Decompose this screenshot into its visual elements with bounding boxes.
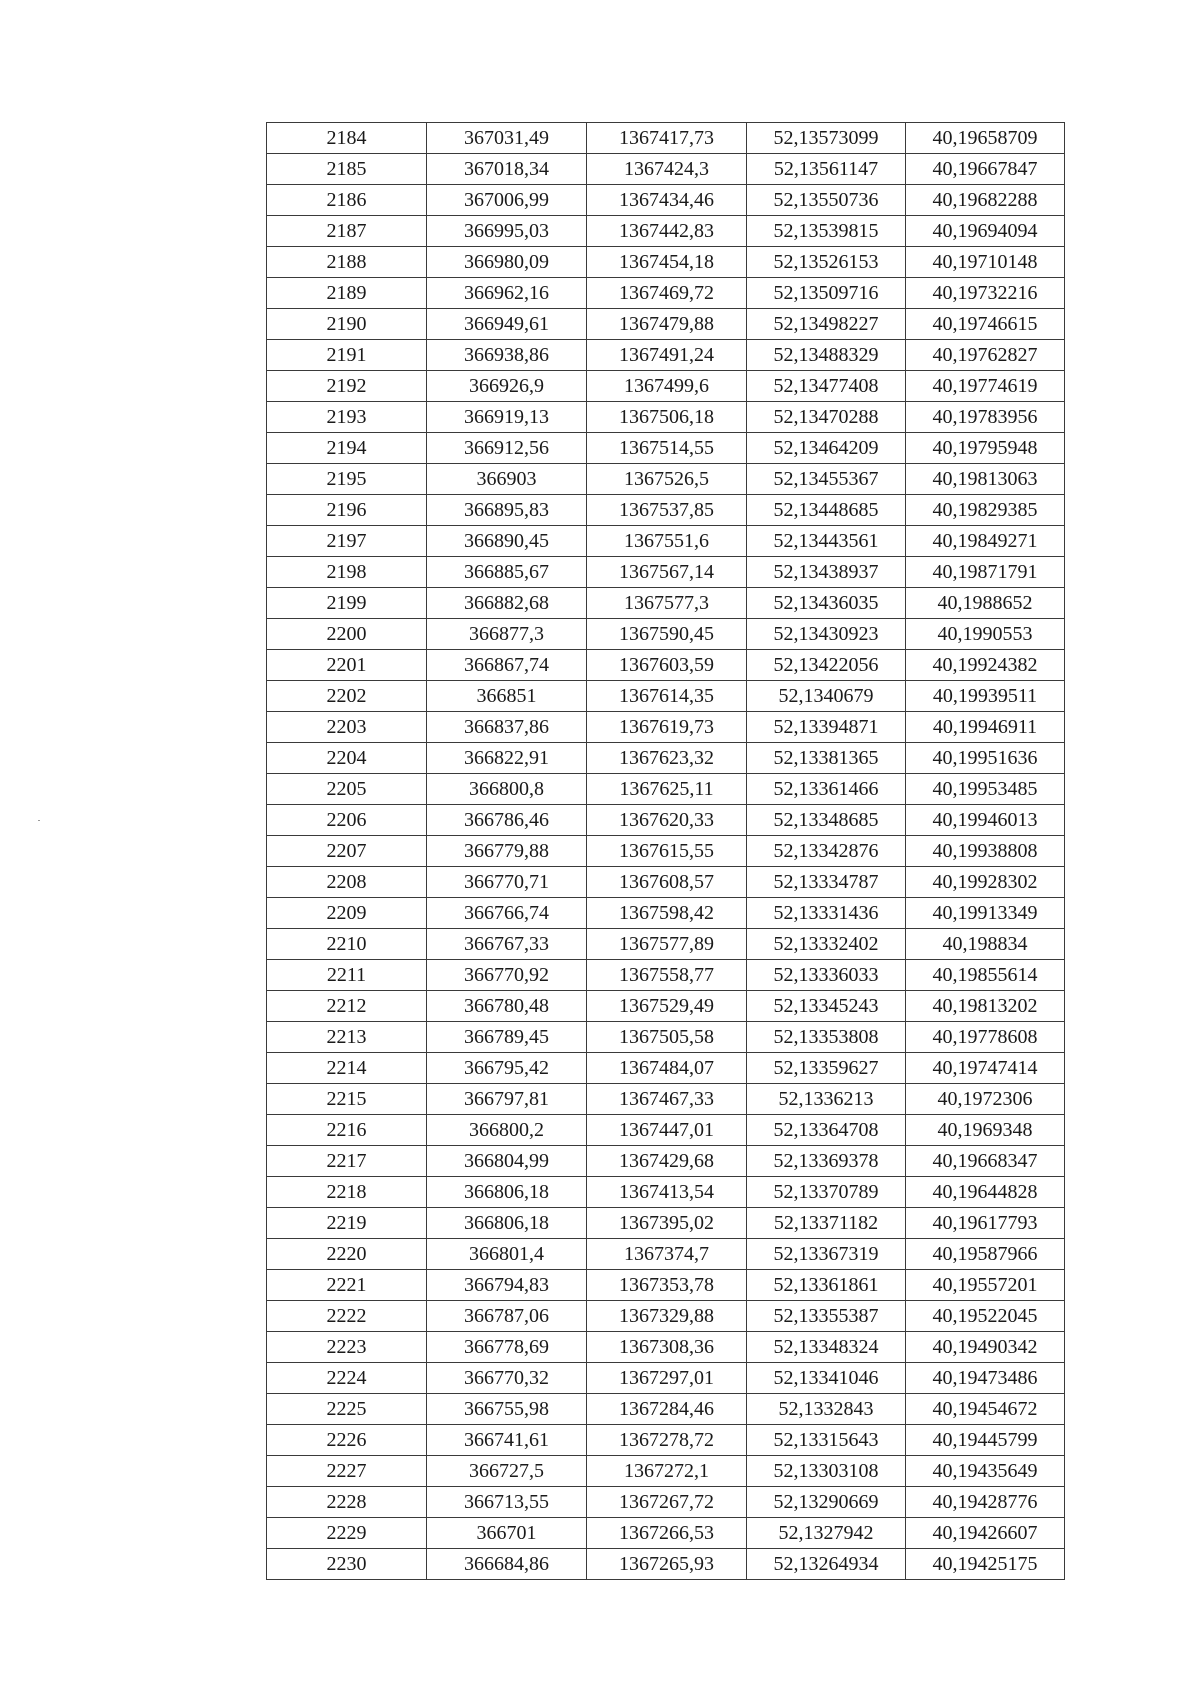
- x-coordinate-cell: 366767,33: [427, 929, 587, 960]
- y-coordinate-cell: 1367551,6: [587, 526, 747, 557]
- y-coordinate-cell: 1367491,24: [587, 340, 747, 371]
- longitude-cell: 40,19924382: [906, 650, 1065, 681]
- x-coordinate-cell: 366770,32: [427, 1363, 587, 1394]
- coordinates-table-body: [267, 123, 1065, 1580]
- point-number-cell: 2228: [267, 1487, 427, 1518]
- latitude-cell: 52,13332402: [747, 929, 906, 960]
- table-row: [267, 619, 1065, 650]
- latitude-cell: 52,13438937: [747, 557, 906, 588]
- point-number-cell: 2199: [267, 588, 427, 619]
- y-coordinate-cell: 1367278,72: [587, 1425, 747, 1456]
- point-number-cell: 2184: [267, 123, 427, 154]
- latitude-cell: 52,13361466: [747, 774, 906, 805]
- longitude-cell: 40,19644828: [906, 1177, 1065, 1208]
- table-row: [267, 278, 1065, 309]
- y-coordinate-cell: 1367614,35: [587, 681, 747, 712]
- longitude-cell: 40,19946911: [906, 712, 1065, 743]
- table-row: [267, 495, 1065, 526]
- latitude-cell: 52,13430923: [747, 619, 906, 650]
- point-number-cell: 2223: [267, 1332, 427, 1363]
- point-number-cell: 2226: [267, 1425, 427, 1456]
- y-coordinate-cell: 1367374,7: [587, 1239, 747, 1270]
- y-coordinate-cell: 1367598,42: [587, 898, 747, 929]
- longitude-cell: 40,19746615: [906, 309, 1065, 340]
- table-row: [267, 1549, 1065, 1580]
- longitude-cell: 40,19871791: [906, 557, 1065, 588]
- table-row: [267, 743, 1065, 774]
- y-coordinate-cell: 1367469,72: [587, 278, 747, 309]
- point-number-cell: 2203: [267, 712, 427, 743]
- latitude-cell: 52,13394871: [747, 712, 906, 743]
- latitude-cell: 52,1340679: [747, 681, 906, 712]
- table-row: [267, 898, 1065, 929]
- longitude-cell: 40,19938808: [906, 836, 1065, 867]
- y-coordinate-cell: 1367506,18: [587, 402, 747, 433]
- table-row: [267, 1208, 1065, 1239]
- table-row: [267, 247, 1065, 278]
- longitude-cell: 40,19946013: [906, 805, 1065, 836]
- x-coordinate-cell: 366727,5: [427, 1456, 587, 1487]
- point-number-cell: 2217: [267, 1146, 427, 1177]
- point-number-cell: 2219: [267, 1208, 427, 1239]
- longitude-cell: 40,1990553: [906, 619, 1065, 650]
- table-row: [267, 526, 1065, 557]
- x-coordinate-cell: 366755,98: [427, 1394, 587, 1425]
- longitude-cell: 40,198834: [906, 929, 1065, 960]
- x-coordinate-cell: 366801,4: [427, 1239, 587, 1270]
- y-coordinate-cell: 1367454,18: [587, 247, 747, 278]
- longitude-cell: 40,19783956: [906, 402, 1065, 433]
- table-row: [267, 1487, 1065, 1518]
- x-coordinate-cell: 366779,88: [427, 836, 587, 867]
- x-coordinate-cell: 366787,06: [427, 1301, 587, 1332]
- longitude-cell: 40,19951636: [906, 743, 1065, 774]
- latitude-cell: 52,13509716: [747, 278, 906, 309]
- x-coordinate-cell: 366770,71: [427, 867, 587, 898]
- latitude-cell: 52,13561147: [747, 154, 906, 185]
- point-number-cell: 2224: [267, 1363, 427, 1394]
- point-number-cell: 2189: [267, 278, 427, 309]
- point-number-cell: 2205: [267, 774, 427, 805]
- table-row: [267, 216, 1065, 247]
- table-row: [267, 712, 1065, 743]
- point-number-cell: 2204: [267, 743, 427, 774]
- point-number-cell: 2195: [267, 464, 427, 495]
- x-coordinate-cell: 366885,67: [427, 557, 587, 588]
- x-coordinate-cell: 366890,45: [427, 526, 587, 557]
- table-row: [267, 867, 1065, 898]
- latitude-cell: 52,13498227: [747, 309, 906, 340]
- longitude-cell: 40,19710148: [906, 247, 1065, 278]
- latitude-cell: 52,13455367: [747, 464, 906, 495]
- latitude-cell: 52,13334787: [747, 867, 906, 898]
- latitude-cell: 52,13539815: [747, 216, 906, 247]
- y-coordinate-cell: 1367514,55: [587, 433, 747, 464]
- point-number-cell: 2213: [267, 1022, 427, 1053]
- point-number-cell: 2218: [267, 1177, 427, 1208]
- y-coordinate-cell: 1367442,83: [587, 216, 747, 247]
- x-coordinate-cell: 366926,9: [427, 371, 587, 402]
- y-coordinate-cell: 1367577,3: [587, 588, 747, 619]
- latitude-cell: 52,1327942: [747, 1518, 906, 1549]
- latitude-cell: 52,13264934: [747, 1549, 906, 1580]
- latitude-cell: 52,13573099: [747, 123, 906, 154]
- x-coordinate-cell: 366822,91: [427, 743, 587, 774]
- longitude-cell: 40,19658709: [906, 123, 1065, 154]
- x-coordinate-cell: 367031,49: [427, 123, 587, 154]
- longitude-cell: 40,19668347: [906, 1146, 1065, 1177]
- latitude-cell: 52,13477408: [747, 371, 906, 402]
- table-row: [267, 1425, 1065, 1456]
- latitude-cell: 52,13341046: [747, 1363, 906, 1394]
- x-coordinate-cell: 366851: [427, 681, 587, 712]
- y-coordinate-cell: 1367484,07: [587, 1053, 747, 1084]
- y-coordinate-cell: 1367537,85: [587, 495, 747, 526]
- longitude-cell: 40,19587966: [906, 1239, 1065, 1270]
- table-row: [267, 464, 1065, 495]
- x-coordinate-cell: 366938,86: [427, 340, 587, 371]
- x-coordinate-cell: 366800,2: [427, 1115, 587, 1146]
- point-number-cell: 2194: [267, 433, 427, 464]
- latitude-cell: 52,13470288: [747, 402, 906, 433]
- y-coordinate-cell: 1367623,32: [587, 743, 747, 774]
- table-row: [267, 1363, 1065, 1394]
- y-coordinate-cell: 1367297,01: [587, 1363, 747, 1394]
- longitude-cell: 40,19774619: [906, 371, 1065, 402]
- latitude-cell: 52,13526153: [747, 247, 906, 278]
- point-number-cell: 2188: [267, 247, 427, 278]
- y-coordinate-cell: 1367567,14: [587, 557, 747, 588]
- table-row: [267, 371, 1065, 402]
- point-number-cell: 2220: [267, 1239, 427, 1270]
- longitude-cell: 40,19778608: [906, 1022, 1065, 1053]
- latitude-cell: 52,13361861: [747, 1270, 906, 1301]
- longitude-cell: 40,19428776: [906, 1487, 1065, 1518]
- table-row: [267, 650, 1065, 681]
- x-coordinate-cell: 366895,83: [427, 495, 587, 526]
- latitude-cell: 52,13345243: [747, 991, 906, 1022]
- table-row: [267, 1239, 1065, 1270]
- point-number-cell: 2193: [267, 402, 427, 433]
- point-number-cell: 2230: [267, 1549, 427, 1580]
- x-coordinate-cell: 366837,86: [427, 712, 587, 743]
- point-number-cell: 2227: [267, 1456, 427, 1487]
- x-coordinate-cell: 366877,3: [427, 619, 587, 650]
- longitude-cell: 40,19617793: [906, 1208, 1065, 1239]
- longitude-cell: 40,19435649: [906, 1456, 1065, 1487]
- latitude-cell: 52,13342876: [747, 836, 906, 867]
- y-coordinate-cell: 1367603,59: [587, 650, 747, 681]
- x-coordinate-cell: 366995,03: [427, 216, 587, 247]
- x-coordinate-cell: 366713,55: [427, 1487, 587, 1518]
- longitude-cell: 40,19813063: [906, 464, 1065, 495]
- point-number-cell: 2200: [267, 619, 427, 650]
- y-coordinate-cell: 1367266,53: [587, 1518, 747, 1549]
- x-coordinate-cell: 366701: [427, 1518, 587, 1549]
- table-row: [267, 774, 1065, 805]
- latitude-cell: 52,13367319: [747, 1239, 906, 1270]
- longitude-cell: 40,19694094: [906, 216, 1065, 247]
- table-row: [267, 433, 1065, 464]
- point-number-cell: 2185: [267, 154, 427, 185]
- y-coordinate-cell: 1367308,36: [587, 1332, 747, 1363]
- longitude-cell: 40,19667847: [906, 154, 1065, 185]
- longitude-cell: 40,19762827: [906, 340, 1065, 371]
- x-coordinate-cell: 366867,74: [427, 650, 587, 681]
- longitude-cell: 40,19795948: [906, 433, 1065, 464]
- table-row: [267, 1270, 1065, 1301]
- point-number-cell: 2222: [267, 1301, 427, 1332]
- table-row: [267, 402, 1065, 433]
- x-coordinate-cell: 366789,45: [427, 1022, 587, 1053]
- x-coordinate-cell: 367018,34: [427, 154, 587, 185]
- table-row: [267, 588, 1065, 619]
- point-number-cell: 2190: [267, 309, 427, 340]
- x-coordinate-cell: 366804,99: [427, 1146, 587, 1177]
- latitude-cell: 52,13369378: [747, 1146, 906, 1177]
- longitude-cell: 40,1969348: [906, 1115, 1065, 1146]
- table-row: [267, 929, 1065, 960]
- table-row: [267, 1177, 1065, 1208]
- point-number-cell: 2207: [267, 836, 427, 867]
- latitude-cell: 52,13436035: [747, 588, 906, 619]
- point-number-cell: 2187: [267, 216, 427, 247]
- point-number-cell: 2191: [267, 340, 427, 371]
- latitude-cell: 52,13348324: [747, 1332, 906, 1363]
- table-row: [267, 1022, 1065, 1053]
- table-row: [267, 123, 1065, 154]
- table-row: [267, 1332, 1065, 1363]
- y-coordinate-cell: 1367395,02: [587, 1208, 747, 1239]
- point-number-cell: 2210: [267, 929, 427, 960]
- point-number-cell: 2216: [267, 1115, 427, 1146]
- x-coordinate-cell: 366980,09: [427, 247, 587, 278]
- latitude-cell: 52,13359627: [747, 1053, 906, 1084]
- x-coordinate-cell: 366778,69: [427, 1332, 587, 1363]
- point-number-cell: 2212: [267, 991, 427, 1022]
- point-number-cell: 2225: [267, 1394, 427, 1425]
- point-number-cell: 2206: [267, 805, 427, 836]
- y-coordinate-cell: 1367558,77: [587, 960, 747, 991]
- y-coordinate-cell: 1367265,93: [587, 1549, 747, 1580]
- y-coordinate-cell: 1367625,11: [587, 774, 747, 805]
- table-row: [267, 1084, 1065, 1115]
- y-coordinate-cell: 1367577,89: [587, 929, 747, 960]
- longitude-cell: 40,19473486: [906, 1363, 1065, 1394]
- table-row: [267, 1456, 1065, 1487]
- x-coordinate-cell: 366797,81: [427, 1084, 587, 1115]
- longitude-cell: 40,19928302: [906, 867, 1065, 898]
- point-number-cell: 2229: [267, 1518, 427, 1549]
- table-row: [267, 1146, 1065, 1177]
- point-number-cell: 2196: [267, 495, 427, 526]
- longitude-cell: 40,19425175: [906, 1549, 1065, 1580]
- x-coordinate-cell: 366806,18: [427, 1177, 587, 1208]
- longitude-cell: 40,19445799: [906, 1425, 1065, 1456]
- x-coordinate-cell: 366741,61: [427, 1425, 587, 1456]
- y-coordinate-cell: 1367429,68: [587, 1146, 747, 1177]
- x-coordinate-cell: 366912,56: [427, 433, 587, 464]
- coordinates-table: [266, 122, 1065, 1580]
- point-number-cell: 2192: [267, 371, 427, 402]
- longitude-cell: 40,1972306: [906, 1084, 1065, 1115]
- y-coordinate-cell: 1367529,49: [587, 991, 747, 1022]
- x-coordinate-cell: 366780,48: [427, 991, 587, 1022]
- latitude-cell: 52,13488329: [747, 340, 906, 371]
- longitude-cell: 40,19829385: [906, 495, 1065, 526]
- point-number-cell: 2215: [267, 1084, 427, 1115]
- x-coordinate-cell: 366903: [427, 464, 587, 495]
- x-coordinate-cell: 366786,46: [427, 805, 587, 836]
- point-number-cell: 2198: [267, 557, 427, 588]
- longitude-cell: 40,19732216: [906, 278, 1065, 309]
- point-number-cell: 2221: [267, 1270, 427, 1301]
- point-number-cell: 2208: [267, 867, 427, 898]
- x-coordinate-cell: 366962,16: [427, 278, 587, 309]
- longitude-cell: 40,1988652: [906, 588, 1065, 619]
- table-row: [267, 1518, 1065, 1549]
- table-row: [267, 154, 1065, 185]
- longitude-cell: 40,19953485: [906, 774, 1065, 805]
- point-number-cell: 2201: [267, 650, 427, 681]
- x-coordinate-cell: 366949,61: [427, 309, 587, 340]
- x-coordinate-cell: 366882,68: [427, 588, 587, 619]
- latitude-cell: 52,13371182: [747, 1208, 906, 1239]
- table-row: [267, 1394, 1065, 1425]
- table-row: [267, 960, 1065, 991]
- x-coordinate-cell: 366795,42: [427, 1053, 587, 1084]
- x-coordinate-cell: 366919,13: [427, 402, 587, 433]
- y-coordinate-cell: 1367267,72: [587, 1487, 747, 1518]
- x-coordinate-cell: 366684,86: [427, 1549, 587, 1580]
- y-coordinate-cell: 1367447,01: [587, 1115, 747, 1146]
- y-coordinate-cell: 1367526,5: [587, 464, 747, 495]
- point-number-cell: 2186: [267, 185, 427, 216]
- longitude-cell: 40,19939511: [906, 681, 1065, 712]
- y-coordinate-cell: 1367424,3: [587, 154, 747, 185]
- latitude-cell: 52,13290669: [747, 1487, 906, 1518]
- latitude-cell: 52,13331436: [747, 898, 906, 929]
- longitude-cell: 40,19855614: [906, 960, 1065, 991]
- y-coordinate-cell: 1367619,73: [587, 712, 747, 743]
- y-coordinate-cell: 1367329,88: [587, 1301, 747, 1332]
- x-coordinate-cell: 366806,18: [427, 1208, 587, 1239]
- longitude-cell: 40,19849271: [906, 526, 1065, 557]
- longitude-cell: 40,19490342: [906, 1332, 1065, 1363]
- longitude-cell: 40,19682288: [906, 185, 1065, 216]
- x-coordinate-cell: 366766,74: [427, 898, 587, 929]
- longitude-cell: 40,19522045: [906, 1301, 1065, 1332]
- latitude-cell: 52,13381365: [747, 743, 906, 774]
- latitude-cell: 52,13315643: [747, 1425, 906, 1456]
- longitude-cell: 40,19813202: [906, 991, 1065, 1022]
- latitude-cell: 52,13336033: [747, 960, 906, 991]
- latitude-cell: 52,13364708: [747, 1115, 906, 1146]
- y-coordinate-cell: 1367615,55: [587, 836, 747, 867]
- y-coordinate-cell: 1367620,33: [587, 805, 747, 836]
- table-row: [267, 185, 1065, 216]
- table-row: [267, 340, 1065, 371]
- y-coordinate-cell: 1367434,46: [587, 185, 747, 216]
- x-coordinate-cell: 366800,8: [427, 774, 587, 805]
- table-row: [267, 836, 1065, 867]
- x-coordinate-cell: 367006,99: [427, 185, 587, 216]
- latitude-cell: 52,13353808: [747, 1022, 906, 1053]
- latitude-cell: 52,1332843: [747, 1394, 906, 1425]
- longitude-cell: 40,19747414: [906, 1053, 1065, 1084]
- y-coordinate-cell: 1367608,57: [587, 867, 747, 898]
- x-coordinate-cell: 366794,83: [427, 1270, 587, 1301]
- table-row: [267, 805, 1065, 836]
- x-coordinate-cell: 366770,92: [427, 960, 587, 991]
- latitude-cell: 52,13348685: [747, 805, 906, 836]
- latitude-cell: 52,13355387: [747, 1301, 906, 1332]
- point-number-cell: 2197: [267, 526, 427, 557]
- latitude-cell: 52,1336213: [747, 1084, 906, 1115]
- y-coordinate-cell: 1367505,58: [587, 1022, 747, 1053]
- y-coordinate-cell: 1367417,73: [587, 123, 747, 154]
- y-coordinate-cell: 1367499,6: [587, 371, 747, 402]
- longitude-cell: 40,19426607: [906, 1518, 1065, 1549]
- table-row: [267, 991, 1065, 1022]
- y-coordinate-cell: 1367272,1: [587, 1456, 747, 1487]
- longitude-cell: 40,19454672: [906, 1394, 1065, 1425]
- table-row: [267, 1053, 1065, 1084]
- latitude-cell: 52,13303108: [747, 1456, 906, 1487]
- y-coordinate-cell: 1367590,45: [587, 619, 747, 650]
- scan-artifact: [38, 820, 40, 821]
- latitude-cell: 52,13370789: [747, 1177, 906, 1208]
- table-row: [267, 681, 1065, 712]
- point-number-cell: 2214: [267, 1053, 427, 1084]
- y-coordinate-cell: 1367284,46: [587, 1394, 747, 1425]
- latitude-cell: 52,13448685: [747, 495, 906, 526]
- longitude-cell: 40,19557201: [906, 1270, 1065, 1301]
- y-coordinate-cell: 1367413,54: [587, 1177, 747, 1208]
- point-number-cell: 2209: [267, 898, 427, 929]
- latitude-cell: 52,13550736: [747, 185, 906, 216]
- table-row: [267, 557, 1065, 588]
- y-coordinate-cell: 1367467,33: [587, 1084, 747, 1115]
- point-number-cell: 2211: [267, 960, 427, 991]
- point-number-cell: 2202: [267, 681, 427, 712]
- y-coordinate-cell: 1367479,88: [587, 309, 747, 340]
- longitude-cell: 40,19913349: [906, 898, 1065, 929]
- latitude-cell: 52,13422056: [747, 650, 906, 681]
- table-row: [267, 1301, 1065, 1332]
- table-row: [267, 309, 1065, 340]
- latitude-cell: 52,13443561: [747, 526, 906, 557]
- y-coordinate-cell: 1367353,78: [587, 1270, 747, 1301]
- latitude-cell: 52,13464209: [747, 433, 906, 464]
- table-row: [267, 1115, 1065, 1146]
